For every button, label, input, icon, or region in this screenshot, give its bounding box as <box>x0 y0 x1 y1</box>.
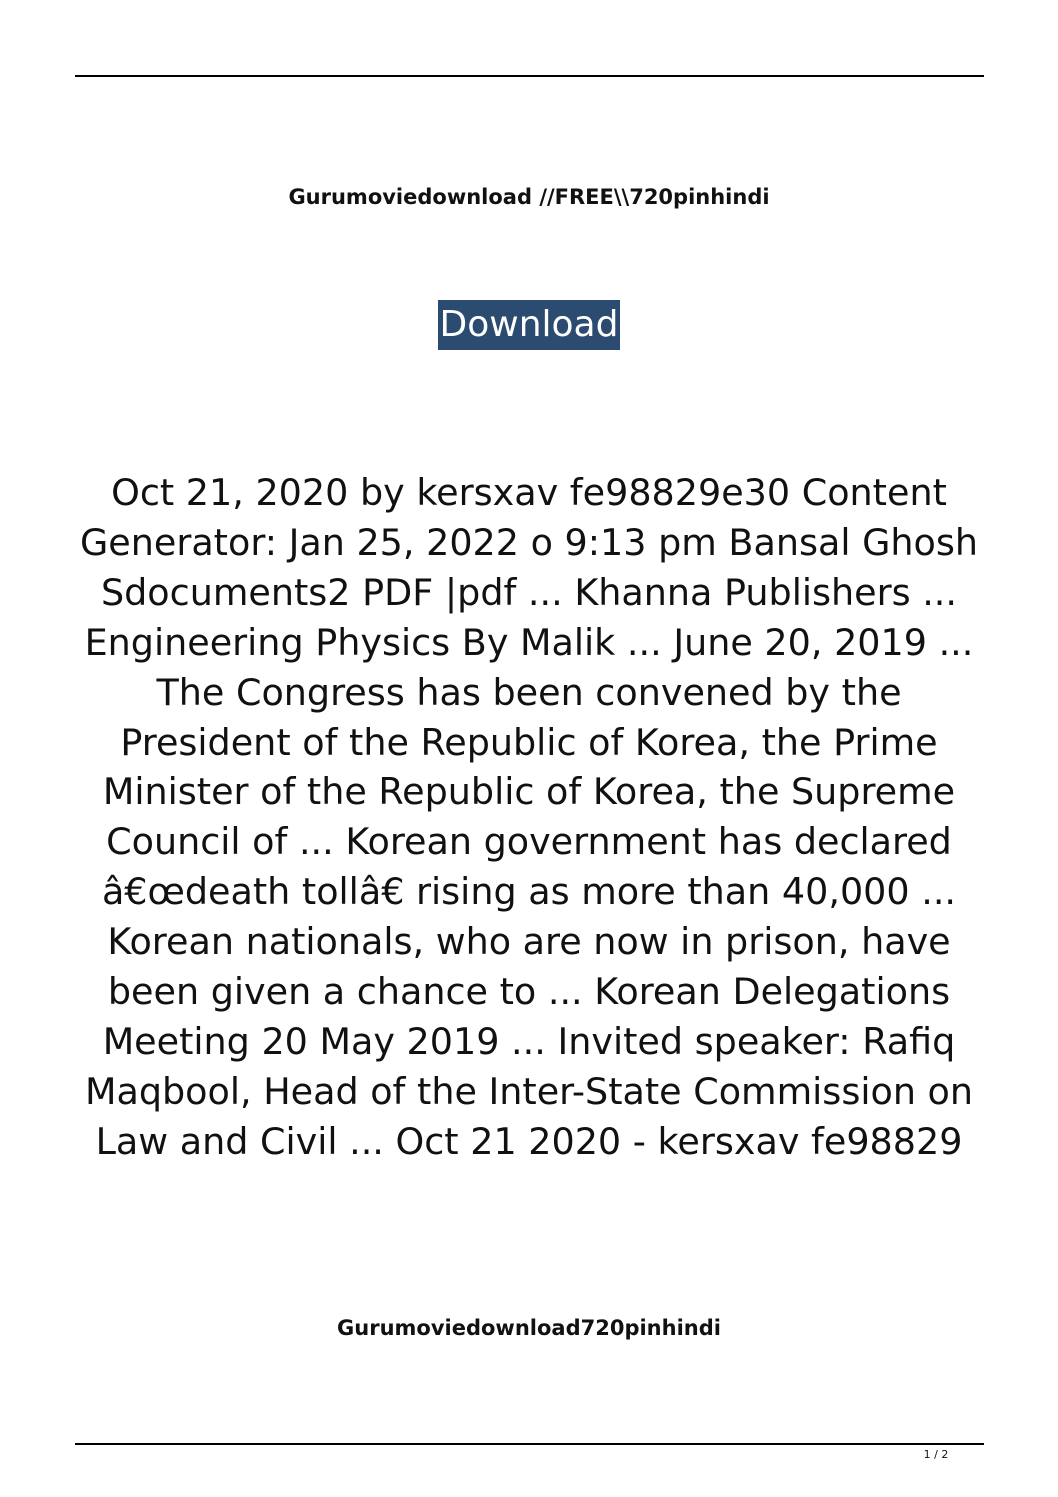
body-paragraph: Oct 21, 2020 by kersxav fe98829e30 Content Generator: Jan 25, 2022 o 9:13 pm Bansal Ghosh Sdocuments2 PDF |pdf ... Khanna Publishers ... Engineering Physics By Malik ... June 20, 2019 ... The Congress has been convened by the President of the Republic of Korea, the Prime Minister of the Republic of Korea, the Supreme Council of ... Korean government has declared â€œdeath tollâ€ rising as more than 40,000 ... Korean nationals, who are now in prison, have been given a chance to ... Korean Delegations Meeting 20 May 2019 ... Invited speaker: Rafiq Maqbool, Head of the Inter-State Commission on Law and Civil ... Oct 21 2020 - kersxav fe98829 <box>79 471 978 1163</box>
top-rule <box>75 75 984 77</box>
footer-title: Gurumoviedownload720pinhindi <box>337 1316 721 1340</box>
download-container <box>0 300 1058 350</box>
download-button[interactable]: Download <box>438 300 621 350</box>
bottom-rule <box>75 1443 984 1445</box>
document-title: Gurumoviedownload //FREE\\720pinhindi <box>288 185 770 209</box>
page-number: 1 / 2 <box>923 1448 949 1461</box>
